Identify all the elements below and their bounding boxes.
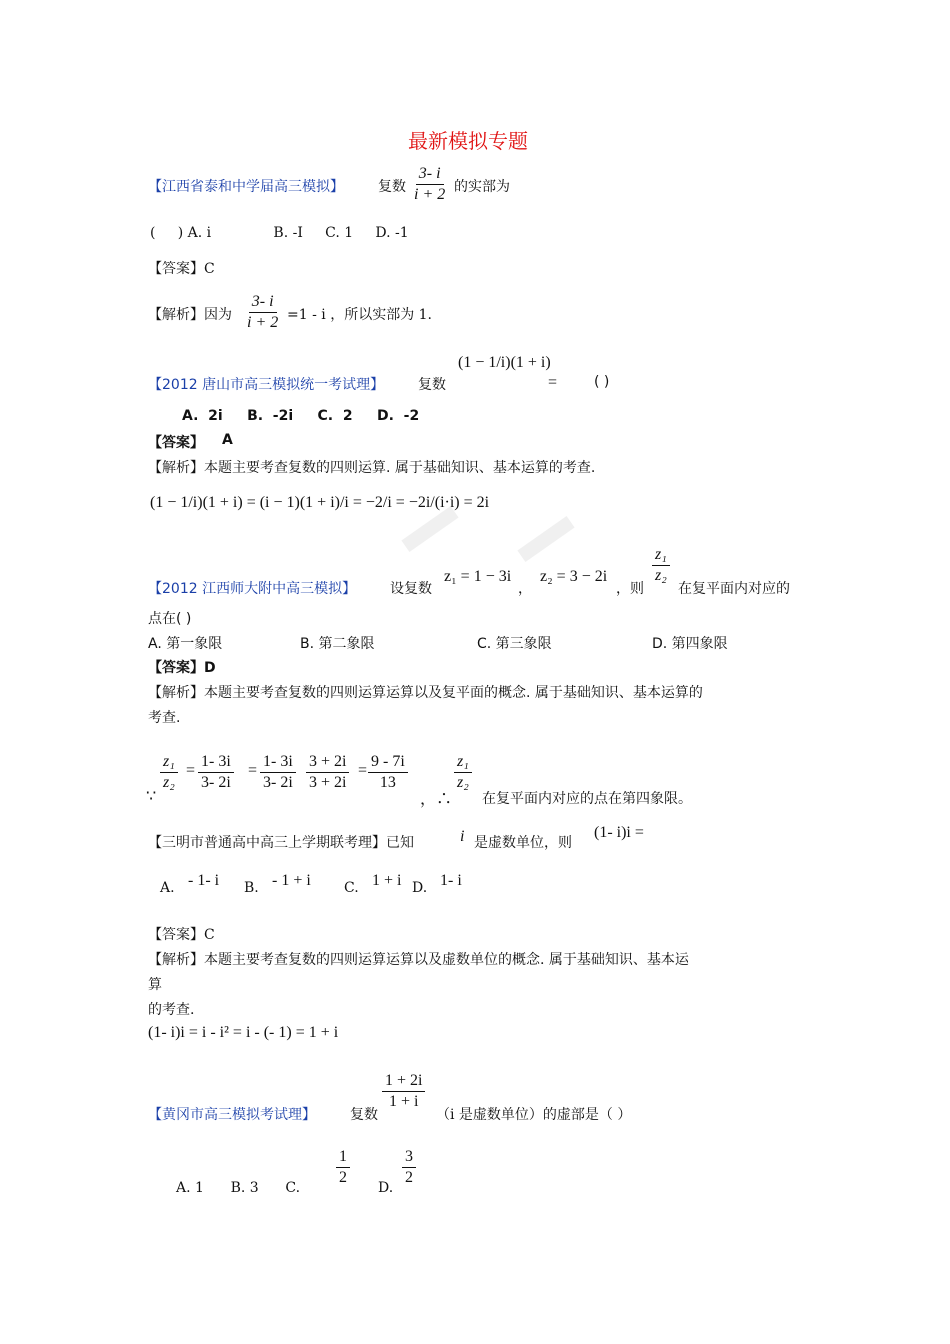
option-d: 1- i <box>440 872 462 889</box>
answer-label: 【答案】C <box>148 927 215 943</box>
numerator: z₁ <box>454 752 472 773</box>
question-stem-tail: （i 是虚数单位）的虚部是（ ） <box>436 1107 632 1123</box>
analysis-text: 【解析】本题主要考查复数的四则运算. 属于基础知识、基本运算的考查. <box>148 460 596 476</box>
fraction <box>306 752 349 793</box>
fraction <box>244 292 281 333</box>
fraction <box>454 752 472 793</box>
separator: ， <box>518 581 532 597</box>
option-c: 1 + i <box>372 872 402 889</box>
fraction <box>411 164 448 205</box>
watermark <box>401 506 458 552</box>
option-b-label: B. <box>244 880 259 896</box>
option-c-label: C. <box>344 880 359 896</box>
equals-sign: = <box>186 762 196 779</box>
question-stem-line2: 点在( ) <box>148 611 192 627</box>
fraction <box>260 752 296 793</box>
numerator: 3- i <box>249 292 277 313</box>
denominator: 2 <box>405 1169 413 1186</box>
question-stem-tail: 在复平面内对应的 <box>678 581 790 597</box>
math-derivation: (1- i)i = i - i² = i - (- 1) = 1 + i <box>148 1024 339 1041</box>
numerator: 1 <box>336 1147 350 1168</box>
question-source: 【2012 江西师大附中高三模拟】 <box>148 581 357 597</box>
option-a: - 1- i <box>188 872 220 889</box>
answer-options: A. 1 B. 3 C. <box>176 1180 301 1196</box>
numerator: 1- 3i <box>198 752 234 773</box>
option-c: C. 第三象限 <box>477 636 552 652</box>
question-stem: 复数 <box>378 179 406 195</box>
option-b: B. 第二象限 <box>300 636 375 652</box>
question-stem-tail: 的实部为 <box>454 179 510 195</box>
option-b: - 1 + i <box>272 872 311 889</box>
answer-options: A. 2i B. -2i C. 2 D. -2 <box>182 408 420 424</box>
fraction <box>160 752 178 793</box>
fraction <box>336 1147 350 1188</box>
math-expression: (1- i)i = <box>594 824 644 841</box>
question-stem: ，则 <box>616 581 644 597</box>
answer-label: 【答案】C <box>148 261 215 277</box>
analysis-text: 算 <box>148 977 162 993</box>
denominator: 13 <box>379 774 396 791</box>
analysis-text: 考查. <box>148 710 181 726</box>
numerator: 1 + 2i <box>382 1071 425 1092</box>
watermark <box>517 516 574 562</box>
equals-sign: = <box>248 762 258 779</box>
answer-blank: ( ) <box>594 374 610 390</box>
numerator: 3 <box>402 1147 416 1168</box>
denominator: z₂ <box>457 774 469 791</box>
math-expression: z₁ = 1 − 3i <box>444 568 512 585</box>
equals-sign: = <box>548 374 558 391</box>
math-expression: (1 − 1/i)(1 + i) <box>458 354 551 371</box>
question-source: 【江西省泰和中学届高三模拟】 <box>148 179 344 195</box>
denominator: z₂ <box>163 774 175 791</box>
fraction <box>198 752 234 793</box>
denominator: i + 2 <box>414 186 446 203</box>
option-d-label: D. <box>412 880 428 896</box>
page-title: 最新模拟专题 <box>408 129 528 153</box>
denominator: 3- 2i <box>263 774 293 791</box>
numerator: 3 + 2i <box>306 752 349 773</box>
question-stem: 是虚数单位，则 <box>474 835 572 851</box>
numerator: 3- i <box>416 164 444 185</box>
analysis-text: 的考查. <box>148 1002 195 1018</box>
question-source: 【2012 唐山市高三模拟统一考试理】 <box>148 377 385 393</box>
equals-sign: = <box>358 762 368 779</box>
answer-options: ( ) A. i B. -I C. 1 D. -1 <box>150 225 409 241</box>
question-stem: 设复数 <box>390 581 432 597</box>
analysis-text: 【解析】本题主要考查复数的四则运算运算以及复平面的概念. 属于基础知识、基本运算的 <box>148 685 703 701</box>
fraction <box>382 1071 425 1112</box>
conclusion-text: 在复平面内对应的点在第四象限。 <box>482 791 692 807</box>
math-derivation: (1 − 1/i)(1 + i) = (i − 1)(1 + i)/i = −2/i = −2i/(i·i) = 2i <box>150 494 490 511</box>
option-a-label: A. <box>160 880 175 896</box>
numerator: z₁ <box>652 545 670 566</box>
denominator: 1 + i <box>389 1093 419 1110</box>
denominator: 2 <box>339 1169 347 1186</box>
numerator: 1- 3i <box>260 752 296 773</box>
analysis-text: 【解析】本题主要考查复数的四则运算运算以及虚数单位的概念. 属于基础知识、基本运 <box>148 952 689 968</box>
analysis-text: =1 - i ，所以实部为 1. <box>287 307 433 323</box>
question-source: 【三明市普通高中高三上学期联考理】已知 <box>148 835 414 851</box>
denominator: i + 2 <box>247 314 279 331</box>
denominator: 3 + 2i <box>309 774 347 791</box>
question-stem: 复数 <box>350 1107 378 1123</box>
option-d-label: D. <box>378 1180 394 1196</box>
denominator: 3- 2i <box>201 774 231 791</box>
answer-label: 【答案】 <box>148 435 204 451</box>
fraction <box>368 752 408 793</box>
math-expression: z₂ = 3 − 2i <box>540 568 608 585</box>
option-d: D. 第四象限 <box>652 636 728 652</box>
answer-value: A <box>222 432 233 448</box>
question-stem: 复数 <box>418 377 446 393</box>
numerator: z₁ <box>160 752 178 773</box>
denominator: z₂ <box>655 567 667 584</box>
imaginary-unit: i <box>460 828 465 845</box>
because-symbol: ∵ <box>146 788 157 805</box>
fraction <box>652 545 670 586</box>
option-a: A. 第一象限 <box>148 636 223 652</box>
question-source: 【黄冈市高三模拟考试理】 <box>148 1107 316 1123</box>
numerator: 9 - 7i <box>368 752 408 773</box>
therefore-symbol: ，∴ <box>420 791 453 808</box>
analysis-text: 【解析】因为 <box>148 307 232 323</box>
fraction <box>402 1147 416 1188</box>
answer-label: 【答案】D <box>148 660 216 676</box>
